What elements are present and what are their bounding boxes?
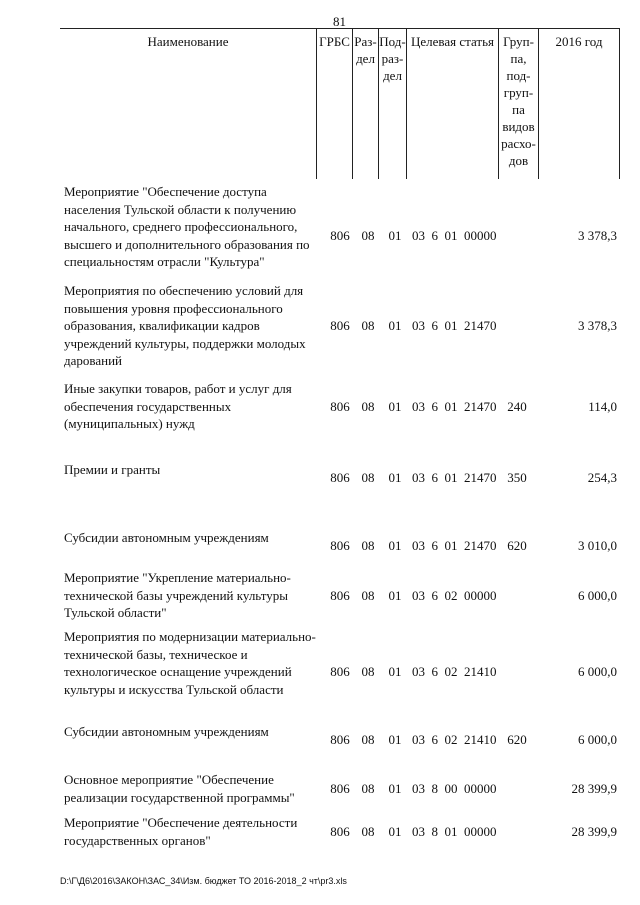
row-razdel: 08	[361, 824, 375, 839]
row-name: Мероприятие "Укрепление материально-технической базы учреждений культуры Тульской области"	[64, 570, 291, 620]
row-razdel: 08	[361, 781, 375, 796]
row-target: 03 6 01 21470	[412, 470, 497, 485]
row-grbs: 806	[330, 732, 350, 747]
row-name: Субсидии автономным учреждениям	[64, 530, 269, 545]
row-razdel: 08	[361, 228, 375, 243]
row-podrazdel: 01	[388, 538, 402, 553]
row-group: 620	[507, 732, 527, 747]
row-target: 03 6 02 00000	[412, 588, 497, 603]
row-podrazdel: 01	[388, 399, 402, 414]
header-podrazdel: Под- раз- дел	[378, 29, 406, 179]
row-podrazdel: 01	[388, 664, 402, 679]
row-grbs: 806	[330, 318, 350, 333]
row-target: 03 8 01 00000	[412, 824, 497, 839]
row-amount: 28 399,9	[571, 781, 617, 796]
header-target: Целевая статья	[406, 29, 498, 179]
row-razdel: 08	[361, 399, 375, 414]
row-podrazdel: 01	[388, 781, 402, 796]
footer-path: D:\Г\Д6\2016\ЗАКОН\ЗАС_34\Изм. бюджет ТО 2016-2018_2 чт\pr3.xls	[60, 876, 347, 886]
row-razdel: 08	[361, 664, 375, 679]
row-name: Субсидии автономным учреждениям	[64, 724, 269, 739]
row-target: 03 6 02 21410	[412, 732, 497, 747]
row-razdel: 08	[361, 732, 375, 747]
row-amount: 3 378,3	[578, 318, 617, 333]
page-number: 81	[333, 14, 346, 29]
header-name: Наименование	[147, 34, 229, 49]
header-year: 2016 год	[538, 29, 620, 179]
row-name: Мероприятия по модернизации материально-технической базы, техническое и технологическое оснащение учреждений культуры и искусства Тульской области	[64, 629, 316, 697]
header-group: Груп- па, под- груп- па видов расхо- дов	[498, 29, 538, 179]
row-target: 03 6 01 00000	[412, 228, 497, 243]
row-razdel: 08	[361, 318, 375, 333]
row-razdel: 08	[361, 470, 375, 485]
row-target: 03 6 01 21470	[412, 399, 497, 414]
row-grbs: 806	[330, 664, 350, 679]
row-razdel: 08	[361, 588, 375, 603]
row-name: Иные закупки товаров, работ и услуг для обеспечения государственных (муниципальных) нужд	[64, 381, 292, 431]
row-name: Мероприятия по обеспечению условий для повышения уровня профессионального образования, квалификации кадров учреждений культуры, поддержки молодых дарований	[64, 283, 306, 368]
row-grbs: 806	[330, 588, 350, 603]
row-grbs: 806	[330, 538, 350, 553]
row-podrazdel: 01	[388, 824, 402, 839]
row-target: 03 6 02 21410	[412, 664, 497, 679]
row-amount: 114,0	[588, 399, 617, 414]
table-header	[60, 28, 620, 179]
row-podrazdel: 01	[388, 470, 402, 485]
row-amount: 6 000,0	[578, 664, 617, 679]
row-name: Мероприятие "Обеспечение деятельности государственных органов"	[64, 815, 298, 848]
row-grbs: 806	[330, 470, 350, 485]
row-target: 03 8 00 00000	[412, 781, 497, 796]
row-target: 03 6 01 21470	[412, 538, 497, 553]
header-razdel: Раз- дел	[352, 29, 378, 179]
row-grbs: 806	[330, 228, 350, 243]
row-amount: 254,3	[587, 470, 617, 485]
row-grbs: 806	[330, 399, 350, 414]
row-group: 350	[507, 470, 527, 485]
row-group: 240	[507, 399, 527, 414]
row-amount: 3 378,3	[578, 228, 617, 243]
row-podrazdel: 01	[388, 732, 402, 747]
row-name: Премии и гранты	[64, 462, 161, 477]
row-podrazdel: 01	[388, 318, 402, 333]
row-razdel: 08	[361, 538, 375, 553]
row-amount: 6 000,0	[578, 732, 617, 747]
row-name: Основное мероприятие "Обеспечение реализации государственной программы"	[64, 772, 295, 805]
row-name: Мероприятие "Обеспечение доступа населения Тульской области к получению начального, среднего профессионального, высшего и дополнительного образования по специальностям отрасли "Культура"	[64, 184, 310, 269]
row-grbs: 806	[330, 824, 350, 839]
row-group: 620	[507, 538, 527, 553]
row-podrazdel: 01	[388, 228, 402, 243]
row-podrazdel: 01	[388, 588, 402, 603]
row-amount: 3 010,0	[578, 538, 617, 553]
row-amount: 28 399,9	[571, 824, 617, 839]
row-target: 03 6 01 21470	[412, 318, 497, 333]
row-amount: 6 000,0	[578, 588, 617, 603]
row-grbs: 806	[330, 781, 350, 796]
header-grbs: ГРБС	[316, 29, 352, 179]
